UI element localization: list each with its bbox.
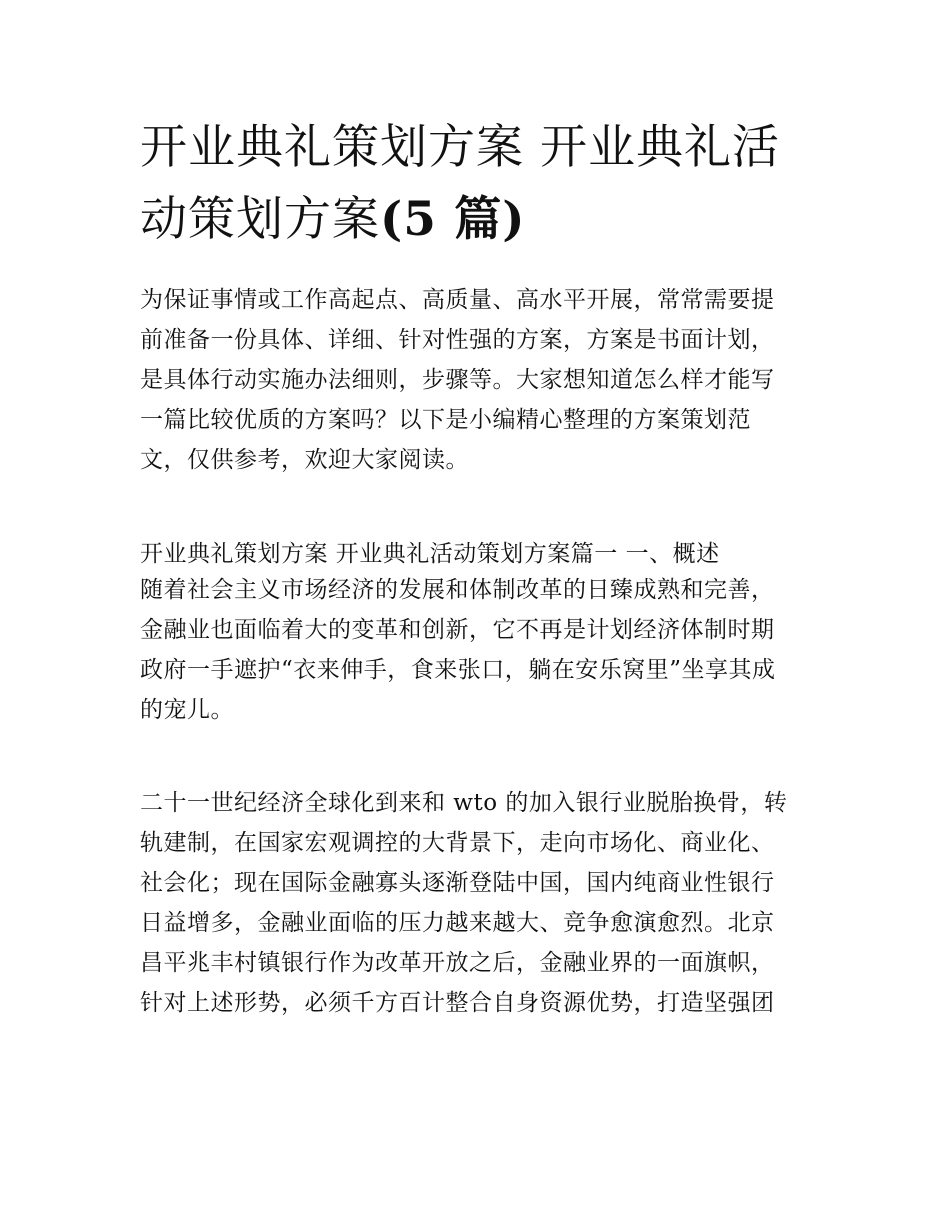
document-title: [140, 112, 820, 256]
paragraph-line: 政府一手遮护“衣来伸手，食来张口，躺在安乐窝里”坐享其成: [140, 657, 776, 683]
paragraph-line: 社会化；现在国际金融寡头逐渐登陆中国，国内纯商业性银行: [140, 870, 775, 896]
section-heading-line: 开业典礼策划方案 开业典礼活动策划方案篇一 一、概述: [140, 541, 720, 567]
paragraph-line: 金融业也面临着大的变革和创新，它不再是计划经济体制时期: [140, 617, 775, 643]
paragraph-line: 随着社会主义市场经济的发展和体制改革的日臻成熟和完善，: [140, 577, 775, 603]
title-line-2-text: 动策划方案: [140, 192, 380, 247]
paragraph-line: 文，仅供参考，欢迎大家阅读。: [140, 447, 469, 473]
paragraph-line: 轨建制，在国家宏观调控的大背景下，走向市场化、商业化、: [140, 830, 775, 856]
title-line-2: [140, 184, 820, 256]
paragraph-line: 一篇比较优质的方案吗？以下是小编精心整理的方案策划范: [140, 407, 751, 433]
title-line-2-count: (5 篇): [380, 192, 526, 247]
paragraph-line: 二十一世纪经济全球化到来和 wto 的加入银行业脱胎换骨，转: [140, 790, 788, 816]
paragraph-line: 日益增多，金融业面临的压力越来越大、竞争愈演愈烈。北京: [140, 910, 775, 936]
paragraph-line: 是具体行动实施办法细则，步骤等。大家想知道怎么样才能写: [140, 367, 775, 393]
title-line-1: 开业典礼策划方案 开业典礼活: [140, 120, 780, 175]
paragraph-line: 的宠儿。: [140, 697, 234, 723]
section-heading: [140, 534, 820, 574]
paragraph-globalization: [140, 783, 820, 1023]
paragraph-line: 前准备一份具体、详细、针对性强的方案，方案是书面计划，: [140, 327, 775, 353]
paragraph-intro: [140, 280, 820, 480]
paragraph-line: 为保证事情或工作高起点、高质量、高水平开展，常常需要提: [140, 287, 775, 313]
paragraph-overview: [140, 570, 820, 730]
paragraph-line: 针对上述形势，必须千方百计整合自身资源优势，打造坚强团: [140, 990, 775, 1016]
paragraph-line: 昌平兆丰村镇银行作为改革开放之后，金融业界的一面旗帜，: [140, 950, 775, 976]
